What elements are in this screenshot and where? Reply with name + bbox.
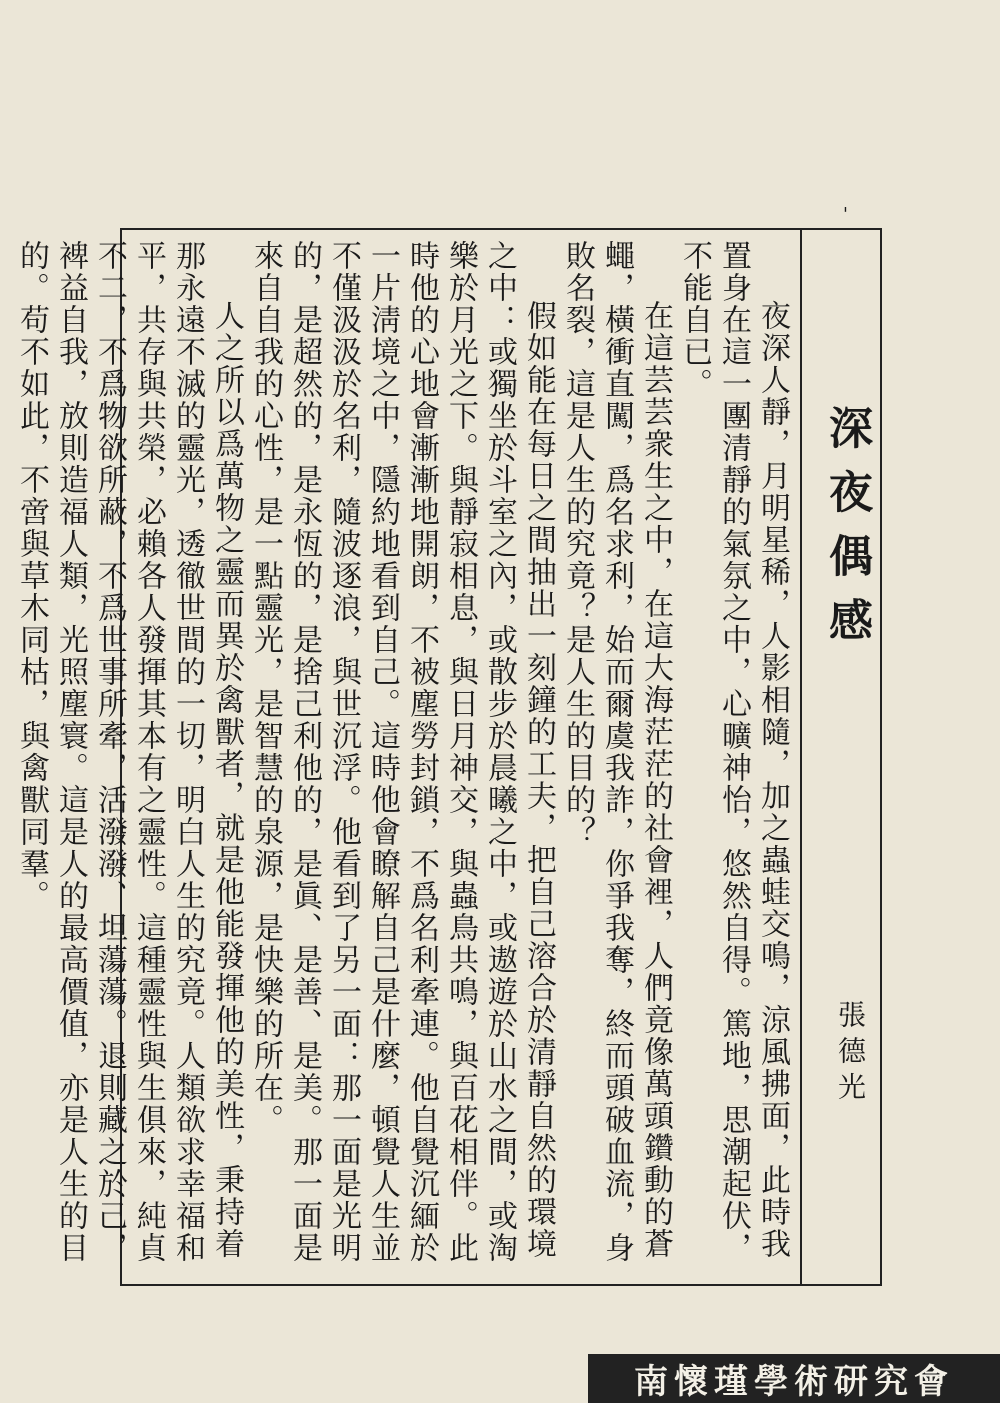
corner-mark: '	[843, 204, 848, 225]
paragraph-4: 人之所以爲萬物之靈而異於禽獸者，就是他能發揮他的美性，秉持着那永遠不滅的靈光，透徹世間的一切，明白人生的究竟。人類欲求幸福和平，共存與共榮，必賴各人發揮其本有之靈性。這種靈性與生俱來，純貞不二，不爲物欲所蔽，不爲世事所牽，活潑潑、坦蕩蕩。退則藏之於己，裨益自我，放則造福人類，光照塵寰。這是人的最高價值，亦是人生的目的。苟不如此，不啻與草木同枯，與禽獸同羣。	[14, 240, 244, 1264]
paragraph-1: 夜深人靜，月明星稀，人影相隨，加之蟲蛙交鳴，涼風拂面，此時我置身在這一團清靜的氣氛之中，心曠神怡，悠然自得。篤地，思潮起伏，不能自已。	[677, 240, 790, 1264]
publisher-watermark: 南懷瑾學術研究會	[588, 1354, 1000, 1403]
title-column-divider	[800, 228, 802, 1286]
article-body	[14, 240, 792, 1270]
paragraph-3: 假如能在每日之間抽出一刻鐘的工夫，把自己溶合於清靜自然的環境之中：或獨坐於斗室之內，或散步於晨曦之中，或遨遊於山水之間，或淘樂於月光之下。與靜寂相息，與日月神交，與蟲鳥共鳴，與百花相伴。此時他的心地會漸漸地開朗，不被塵勞封鎖，不爲名利牽連。他自覺沉緬於一片淸境之中，隱約地看到自己。這時他會瞭解自己是什麼，頓覺人生並不僅汲汲於名利，隨波逐浪，與世沉浮。他看到了另一面：那一面是光明的，是超然的，是永恆的，是捨己利他的，是眞、是善、是美。那一面是來自自我的心性，是一點靈光，是智慧的泉源，是快樂的所在。	[248, 240, 556, 1264]
article-title: 深夜偶感	[821, 405, 872, 661]
paragraph-2: 在這芸芸衆生之中，在這大海茫茫的社會裡，人們竟像萬頭鑽動的蒼蠅，橫衝直闖，爲名求利，始而爾虞我詐，你爭我奪，終而頭破血流，身敗名裂，這是人生的究竟？是人生的目的？	[560, 240, 673, 1264]
author-name: 張德光	[834, 1000, 867, 1108]
